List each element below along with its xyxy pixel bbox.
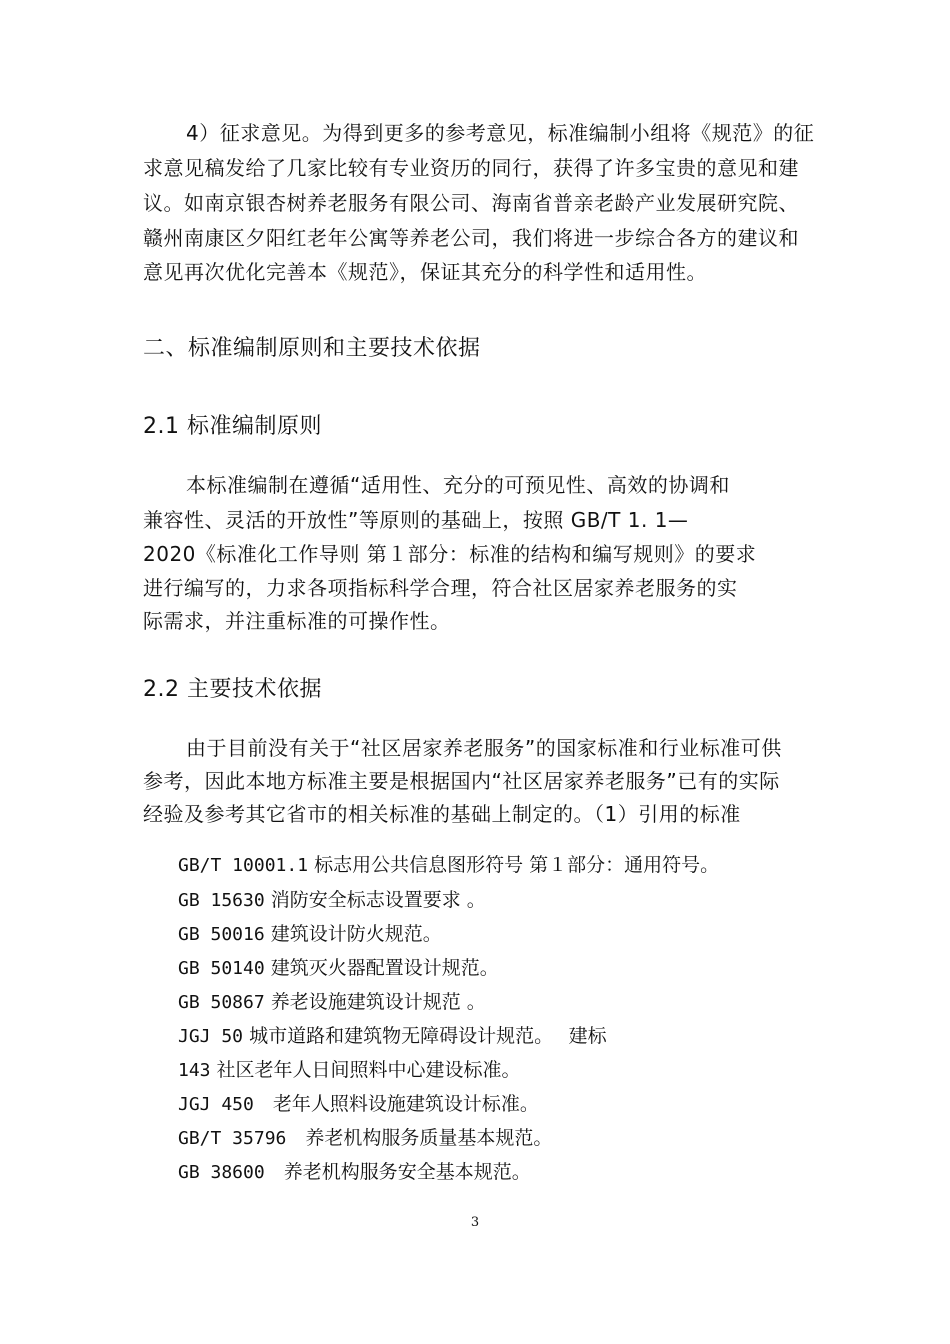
reference-title: 标志用公共信息图形符号 第１部分：通用符号。 bbox=[308, 854, 720, 876]
principle-line-2: 兼容性、灵活的开放性”等原则的基础上，按照 GB/T 1. 1— bbox=[143, 508, 689, 532]
reference-code: GB 50867 bbox=[178, 992, 265, 1013]
consult-line-4: 赣州南康区夕阳红老年公寓等养老公司，我们将进一步综合各方的建议和 bbox=[143, 226, 799, 250]
reference-title: 养老机构服务安全基本规范。 bbox=[264, 1161, 531, 1183]
consult-line-2: 求意见稿发给了几家比较有专业资历的同行，获得了许多宝贵的意见和建 bbox=[143, 156, 799, 180]
reference-code: GB/T 35796 bbox=[178, 1128, 287, 1149]
principle-line-1: 本标准编制在遵循“适用性、充分的可预见性、高效的协调和 bbox=[186, 473, 730, 497]
section-heading-2-1: 2.1 标准编制原则 bbox=[143, 414, 322, 439]
reference-title: 养老设施建筑设计规范 。 bbox=[264, 991, 486, 1013]
reference-code: GB 50016 bbox=[178, 924, 265, 945]
basis-line-1: 由于目前没有关于“社区居家养老服务”的国家标准和行业标准可供 bbox=[186, 736, 782, 760]
reference-item bbox=[178, 953, 499, 984]
principle-line-5: 际需求，并注重标准的可操作性。 bbox=[143, 609, 451, 633]
page-number: 3 bbox=[470, 1215, 480, 1230]
reference-item bbox=[178, 1157, 531, 1188]
reference-title: 养老机构服务质量基本规范。 bbox=[286, 1127, 553, 1149]
reference-code: GB 15630 bbox=[178, 890, 265, 911]
reference-title: 老年人照料设施建筑设计标准。 bbox=[253, 1093, 539, 1115]
reference-item bbox=[178, 1055, 521, 1086]
reference-item bbox=[178, 1089, 539, 1120]
consult-line-5: 意见再次优化完善本《规范》，保证其充分的科学性和适用性。 bbox=[143, 260, 707, 284]
consult-line-3: 议。如南京银杏树养老服务有限公司、海南省普亲老龄产业发展研究院、 bbox=[143, 191, 799, 215]
principle-line-4: 进行编写的，力求各项指标科学合理，符合社区居家养老服务的实 bbox=[143, 576, 738, 600]
reference-title: 建筑设计防火规范。 bbox=[264, 923, 442, 945]
section-heading-2: 二、标准编制原则和主要技术依据 bbox=[143, 336, 481, 361]
reference-code: GB/T 10001.1 bbox=[178, 855, 309, 876]
reference-item bbox=[178, 987, 486, 1018]
reference-title: 城市道路和建筑物无障碍设计规范。 建标 bbox=[243, 1025, 607, 1047]
reference-code: JGJ 50 bbox=[178, 1026, 244, 1047]
basis-line-2: 参考，因此本地方标准主要是根据国内“社区居家养老服务”已有的实际 bbox=[143, 769, 780, 793]
reference-item bbox=[178, 919, 442, 950]
reference-title: 消防安全标志设置要求 。 bbox=[264, 889, 486, 911]
reference-code: JGJ 450 bbox=[178, 1094, 254, 1115]
reference-code: 143 bbox=[178, 1060, 211, 1081]
reference-title: 建筑灭火器配置设计规范。 bbox=[264, 957, 499, 979]
consult-line-1: 4）征求意见。为得到更多的参考意见，标准编制小组将《规范》的征 bbox=[186, 121, 815, 145]
reference-code: GB 50140 bbox=[178, 958, 265, 979]
reference-item bbox=[178, 885, 486, 916]
reference-title: 社区老年人日间照料中心建设标准。 bbox=[210, 1059, 521, 1081]
principle-line-3: 2020《标准化工作导则 第１部分：标准的结构和编写规则》的要求 bbox=[143, 542, 757, 566]
basis-line-3: 经验及参考其它省市的相关标准的基础上制定的。（1）引用的标准 bbox=[143, 802, 741, 826]
reference-item bbox=[178, 850, 719, 881]
reference-code: GB 38600 bbox=[178, 1162, 265, 1183]
reference-item bbox=[178, 1123, 552, 1154]
reference-item bbox=[178, 1021, 607, 1052]
section-heading-2-2: 2.2 主要技术依据 bbox=[143, 677, 322, 702]
